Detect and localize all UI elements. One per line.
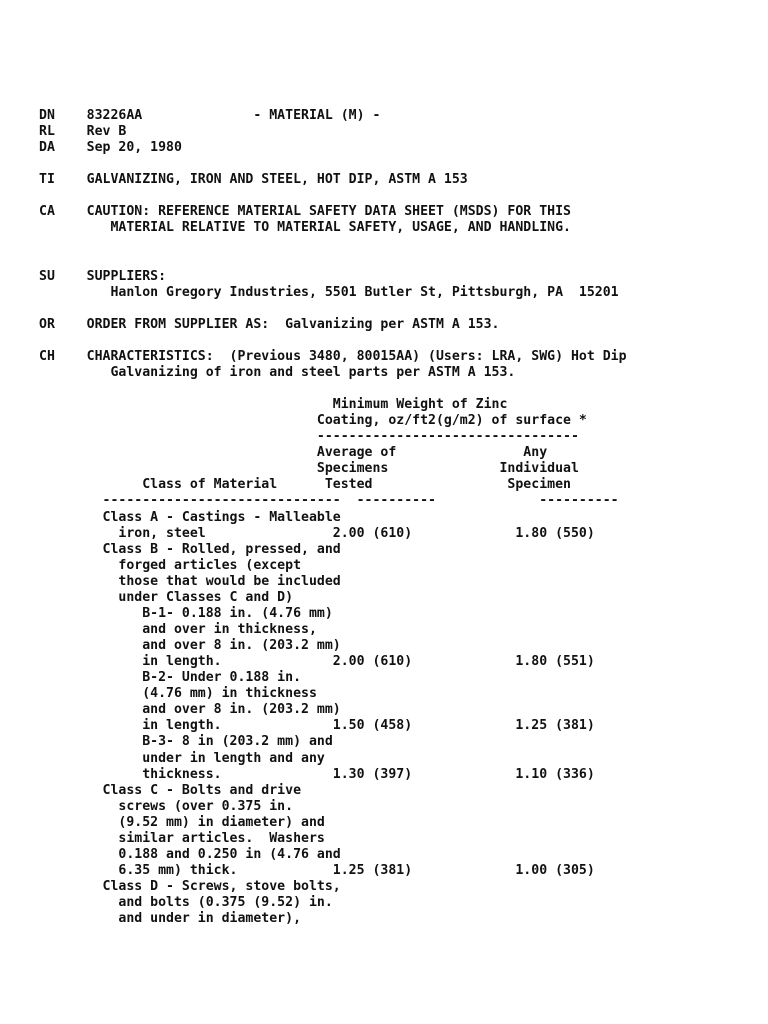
doc-line: and over 8 in. (203.2 mm) <box>39 638 341 653</box>
doc-line: Coating, oz/ft2(g/m2) of surface * <box>39 413 587 428</box>
doc-line: Class D - Screws, stove bolts, <box>39 879 341 894</box>
doc-line: thickness. 1.30 (397) 1.10 (336) <box>39 767 595 782</box>
doc-line: screws (over 0.375 in. <box>39 799 294 814</box>
doc-line: iron, steel 2.00 (610) 1.80 (550) <box>39 526 595 541</box>
doc-line: similar articles. Washers <box>39 831 325 846</box>
doc-line: forged articles (except <box>39 558 302 573</box>
doc-line: and under in diameter), <box>39 911 302 926</box>
doc-line: CA CAUTION: REFERENCE MATERIAL SAFETY DATA SHEET (MSDS) FOR THIS <box>39 204 571 219</box>
doc-line: under in length and any <box>39 751 325 766</box>
doc-line: B-1- 0.188 in. (4.76 mm) <box>39 606 333 621</box>
doc-line: and over in thickness, <box>39 622 317 637</box>
doc-line: in length. 2.00 (610) 1.80 (551) <box>39 654 595 669</box>
doc-line: Hanlon Gregory Industries, 5501 Butler St, Pittsburgh, PA 15201 <box>39 285 619 300</box>
doc-line: and over 8 in. (203.2 mm) <box>39 702 341 717</box>
doc-line: in length. 1.50 (458) 1.25 (381) <box>39 718 595 733</box>
doc-line: Galvanizing of iron and steel parts per ASTM A 153. <box>39 365 516 380</box>
doc-line: Minimum Weight of Zinc <box>39 397 508 412</box>
doc-line: B-3- 8 in (203.2 mm) and <box>39 734 333 749</box>
doc-line: RL Rev B <box>39 124 127 139</box>
doc-line: 0.188 and 0.250 in (4.76 and <box>39 847 341 862</box>
doc-line: under Classes C and D) <box>39 590 294 605</box>
doc-line: CH CHARACTERISTICS: (Previous 3480, 80015AA) (Users: LRA, SWG) Hot Dip <box>39 349 627 364</box>
doc-line: Specimens Individual <box>39 461 579 476</box>
doc-line: B-2- Under 0.188 in. <box>39 670 302 685</box>
doc-line: TI GALVANIZING, IRON AND STEEL, HOT DIP, ASTM A 153 <box>39 172 468 187</box>
doc-line: and bolts (0.375 (9.52) in. <box>39 895 333 910</box>
doc-line: MATERIAL RELATIVE TO MATERIAL SAFETY, USAGE, AND HANDLING. <box>39 220 571 235</box>
doc-line: DN 83226AA - MATERIAL (M) - <box>39 108 381 123</box>
doc-line: 6.35 mm) thick. 1.25 (381) 1.00 (305) <box>39 863 595 878</box>
doc-line: Class C - Bolts and drive <box>39 783 302 798</box>
doc-line: DA Sep 20, 1980 <box>39 140 182 155</box>
doc-line: (9.52 mm) in diameter) and <box>39 815 325 830</box>
doc-line: Class A - Castings - Malleable <box>39 510 341 525</box>
doc-line: those that would be included <box>39 574 341 589</box>
doc-line: (4.76 mm) in thickness <box>39 686 317 701</box>
doc-line: Class B - Rolled, pressed, and <box>39 542 341 557</box>
doc-line: Average of Any <box>39 445 548 460</box>
doc-line: SU SUPPLIERS: <box>39 269 167 284</box>
doc-line: Class of Material Tested Specimen <box>39 477 571 492</box>
doc-line: OR ORDER FROM SUPPLIER AS: Galvanizing per ASTM A 153. <box>39 317 500 332</box>
doc-line: --------------------------------- <box>39 429 579 444</box>
doc-line: ------------------------------ ---------- ---------- <box>39 493 619 508</box>
